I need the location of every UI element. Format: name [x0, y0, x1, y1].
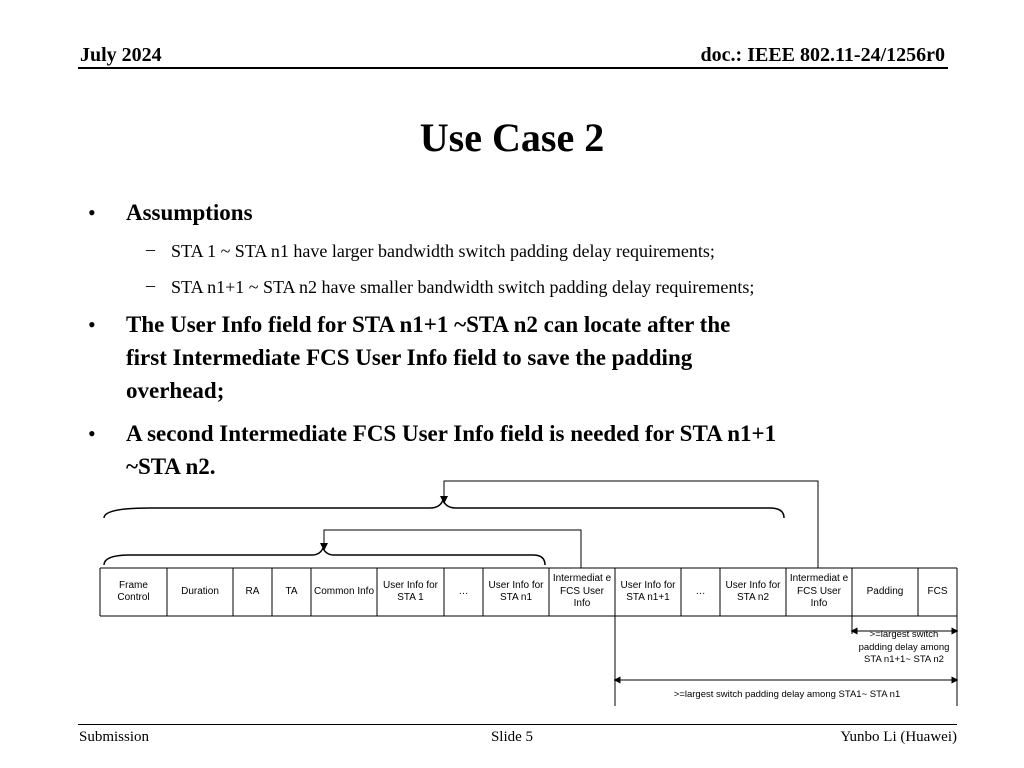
footer-submission: Submission	[79, 729, 150, 745]
field-frame-control: Frame Control	[117, 579, 150, 603]
bullet-3-line-1: A second Intermediate FCS User Info field is needed for STA n1+1	[126, 421, 777, 446]
field-ta: TA	[285, 585, 298, 597]
field-intermediate-fcs-1: Intermediat e FCS User Info	[552, 573, 612, 610]
lower-brace	[104, 548, 545, 565]
upper-brace	[104, 500, 784, 518]
field-user-info-stan1plus1: User Info for STA n1+1	[620, 579, 676, 603]
field-ellipsis-1: …	[458, 585, 469, 597]
bullet-assumptions: Assumptions	[126, 200, 253, 225]
field-intermediate-fcs-2: Intermediat e FCS User Info	[789, 573, 849, 610]
sub-bullet-marker: –	[146, 239, 155, 259]
slide-title: Use Case 2	[419, 115, 605, 160]
bullet-2-line-3: overhead;	[126, 378, 225, 403]
sub-bullet-marker: –	[146, 275, 155, 295]
field-user-info-stan2: User Info for STA n2	[725, 579, 781, 603]
footer-slide-number: Slide 5	[490, 729, 534, 745]
note-padding-delay-sta1: >=largest switch padding delay among STA1~ STA n1	[673, 689, 901, 700]
field-padding: Padding	[866, 585, 904, 597]
bullet-marker: •	[88, 312, 96, 337]
field-user-info-sta1: User Info for STA 1	[382, 579, 439, 603]
bullet-2-line-1: The User Info field for STA n1+1 ~STA n2 can locate after the	[126, 312, 731, 337]
field-user-info-stan1: User Info for STA n1	[488, 579, 544, 603]
note-padding-delay-n1plus1: >=largest switch padding delay among STA n1+1~ STA n2	[858, 629, 950, 665]
arrow-first-ifcs	[324, 530, 581, 568]
sub-bullet-2: STA n1+1 ~ STA n2 have smaller bandwidth switch padding delay requirements;	[171, 277, 755, 297]
bullet-3-line-2: ~STA n2.	[126, 454, 216, 479]
bullet-marker: •	[88, 200, 96, 225]
footer-rule	[78, 724, 957, 725]
bullet-2-line-2: first Intermediate FCS User Info field to save the padding	[126, 345, 693, 370]
field-ellipsis-2: …	[695, 585, 706, 597]
footer-author: Yunbo Li (Huawei)	[840, 729, 957, 745]
field-ra: RA	[245, 585, 260, 597]
bullet-marker: •	[88, 421, 96, 446]
field-common-info: Common Info	[313, 585, 375, 597]
header-doc-id: doc.: IEEE 802.11-24/1256r0	[700, 44, 945, 66]
sub-bullet-1: STA 1 ~ STA n1 have larger bandwidth switch padding delay requirements;	[171, 241, 715, 261]
field-fcs: FCS	[927, 585, 948, 597]
field-duration: Duration	[181, 585, 219, 597]
header-date: July 2024	[80, 44, 162, 66]
